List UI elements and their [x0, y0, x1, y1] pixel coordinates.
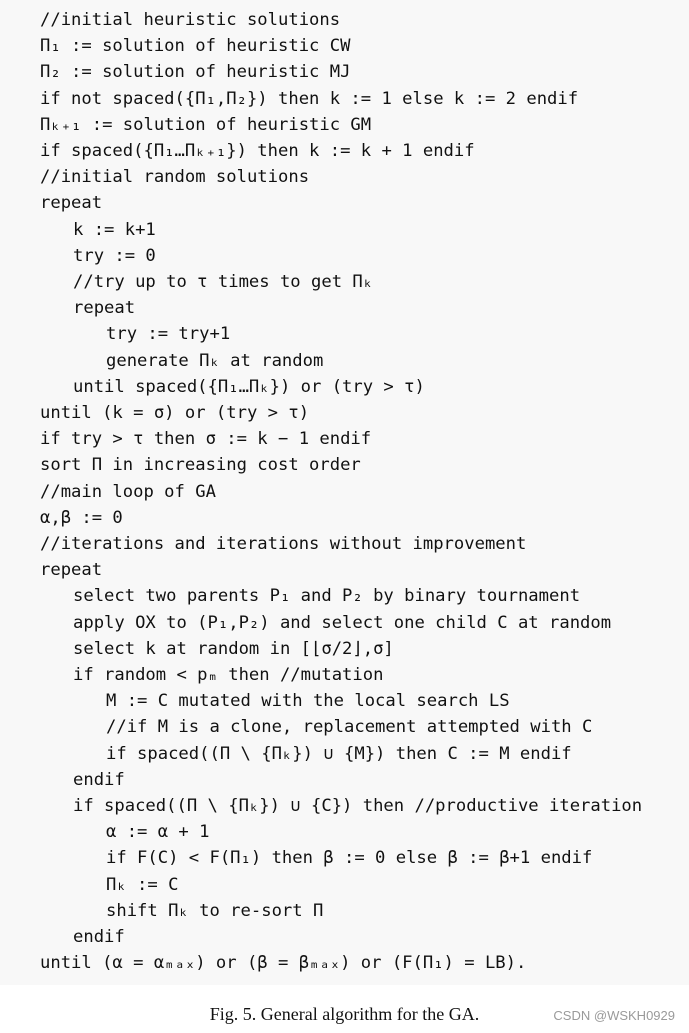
- algorithm-line: repeat: [40, 193, 103, 214]
- algorithm-line: sort Π in increasing cost order: [40, 455, 361, 476]
- algorithm-line: //try up to τ times to get Πₖ: [73, 272, 374, 292]
- algorithm-line: if try > τ then σ := k − 1 endif: [40, 429, 372, 450]
- algorithm-line: repeat: [40, 560, 103, 581]
- algorithm-line: Πₖ₊₁ := solution of heuristic GM: [40, 114, 372, 135]
- algorithm-line: repeat: [73, 298, 136, 319]
- algorithm-line: if random < pₘ then //mutation: [73, 665, 384, 685]
- algorithm-line: //main loop of GA: [40, 481, 216, 502]
- watermark: CSDN @WSKH0929: [553, 1008, 675, 1023]
- algorithm-line: if spaced((Π \ {Πₖ}) ∪ {M}) then C := M endif: [106, 743, 572, 764]
- algorithm-line: generate Πₖ at random: [106, 350, 324, 371]
- algorithm-line: Πₖ := C: [106, 874, 179, 895]
- algorithm-line: until (α = αₘₐₓ) or (β = βₘₐₓ) or (F(Π₁) = LB).: [40, 953, 527, 974]
- algorithm-line: if spaced((Π \ {Πₖ}) ∪ {C}) then //productive iteration: [73, 796, 643, 816]
- algorithm-line: if not spaced({Π₁,Π₂}) then k := 1 else k := 2 endif: [40, 88, 579, 109]
- algorithm-line: Π₂ := solution of heuristic MJ: [40, 62, 351, 83]
- algorithm-line: //initial random solutions: [40, 167, 310, 188]
- algorithm-line: M := C mutated with the local search LS: [106, 691, 510, 712]
- algorithm-line: α,β := 0: [40, 507, 123, 528]
- algorithm-line: //initial heuristic solutions: [40, 10, 341, 30]
- algorithm-line: if F(C) < F(Π₁) then β := 0 else β := β+1 endif: [106, 848, 593, 869]
- algorithm-line: shift Πₖ to re-sort Π: [106, 900, 324, 921]
- algorithm-line: endif: [73, 927, 125, 947]
- algorithm-line: try := 0: [73, 245, 156, 266]
- algorithm-line: until (k = σ) or (try > τ): [40, 403, 310, 423]
- algorithm-line: α := α + 1: [106, 822, 210, 843]
- algorithm-line: select two parents P₁ and P₂ by binary tournament: [73, 586, 581, 607]
- algorithm-line: apply OX to (P₁,P₂) and select one child C at random: [73, 612, 612, 633]
- algorithm-line: Π₁ := solution of heuristic CW: [40, 36, 351, 57]
- algorithm-line: //if M is a clone, replacement attempted with C: [106, 717, 593, 738]
- algorithm-line: k := k+1: [73, 219, 156, 240]
- algorithm-line: if spaced({Π₁…Πₖ₊₁}) then k := k + 1 endif: [40, 141, 475, 161]
- algorithm-line: //iterations and iterations without improvement: [40, 534, 527, 554]
- figure-caption: Fig. 5. General algorithm for the GA.: [209, 1004, 480, 1024]
- algorithm-line: until spaced({Π₁…Πₖ}) or (try > τ): [73, 376, 425, 397]
- algorithm-line: try := try+1: [106, 324, 231, 345]
- algorithm-line: endif: [73, 769, 125, 790]
- algorithm-line: select k at random in [⌊σ/2⌋,σ]: [73, 638, 394, 659]
